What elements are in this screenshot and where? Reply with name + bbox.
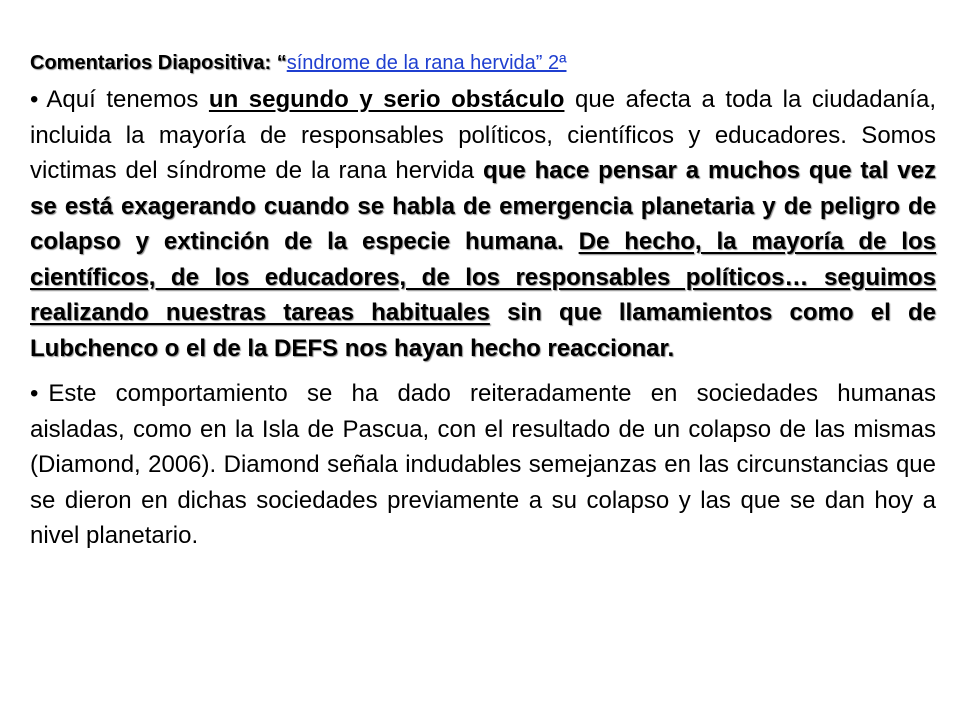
paragraph-2: [30, 376, 936, 554]
heading-open-quote: “: [276, 52, 287, 74]
slide-content: [30, 50, 936, 554]
heading-link[interactable]: síndrome de la rana hervida” 2ª: [286, 52, 567, 74]
paragraph-1-emphasis-bold: que hace pensar a muchos que tal vez se está exagerando cuando se habla de emergencia planetaria y de peligro de colapso y extinción de la especie humana.: [30, 157, 936, 255]
bullet-icon: •: [30, 380, 39, 407]
paragraph-2-text: Este comportamiento se ha dado reiteradamente en sociedades humanas aisladas, como en la Isla de Pascua, con el resultado de un colapso de las mismas (Diamond, 2006). Diamond señala indudables semejanzas en las circunstancias que se dieron en dichas sociedades previamente a su colapso y las que se dan hoy a nivel planetario.: [30, 380, 936, 549]
paragraph-1-emphasis-underlined: De hecho, la mayoría de los científicos, de los educadores, de los responsables políticos… seguimos realizando nuestras tareas habituales: [30, 228, 936, 326]
paragraph-1: [30, 82, 936, 366]
paragraph-1-text-body: que afecta a toda la ciudadanía, incluida la mayoría de responsables políticos, científicos y educadores. Somos victimas del síndrome de la rana hervida: [30, 86, 936, 184]
paragraph-1-emphasis-closing: sin que llamamientos como el de Lubchenco o el de la DEFS nos hayan hecho reaccionar.: [30, 299, 936, 362]
paragraph-1-emphasis-obstacle: un segundo y serio obstáculo: [208, 86, 565, 113]
slide-heading: [30, 50, 936, 76]
heading-label: Comentarios Diapositiva:: [30, 52, 277, 74]
bullet-icon: •: [30, 86, 39, 113]
paragraph-1-text-intro: Aquí tenemos: [46, 86, 209, 113]
